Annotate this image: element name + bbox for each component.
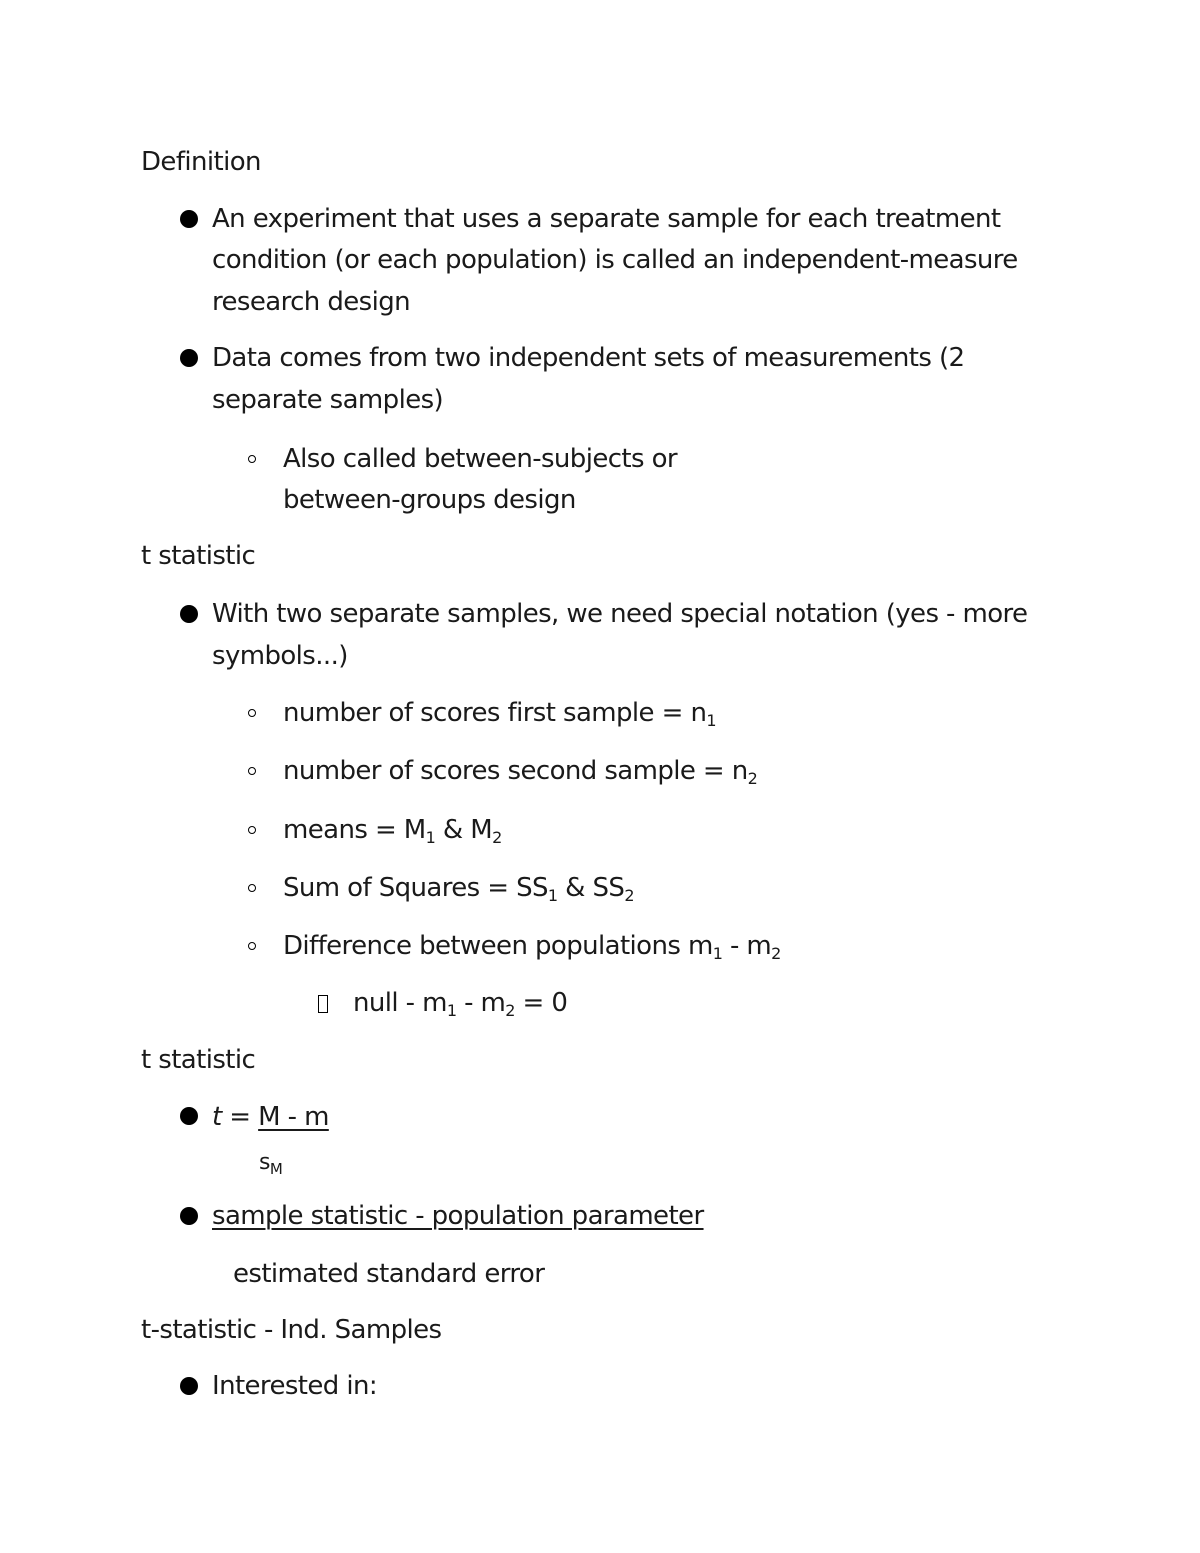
bullet-dot: [180, 605, 198, 623]
formula-word-numerator: sample statistic - population parameter: [212, 1201, 704, 1231]
sub-bullet-circle: [248, 884, 256, 892]
formula-t: t = M - m: [212, 1102, 329, 1132]
formula-word-denominator: estimated standard error: [233, 1259, 545, 1289]
notation-difference: Difference between populations $m_1 - m_2$: [283, 931, 781, 963]
formula-denominator: $s_M$: [259, 1150, 283, 1178]
notation-n2: number of scores second sample = $n_2$: [283, 756, 758, 788]
notation-null: null - $m_1 - m_2 = 0$: [353, 988, 568, 1020]
sub-bullet-circle: [248, 455, 256, 463]
sub-bullet-circle: [248, 942, 256, 950]
bullet-text: condition (or each population) is called an independent-measure: [212, 245, 1018, 275]
bullet-text: An experiment that uses a separate sample for each treatment: [212, 204, 1001, 234]
sub-bullet-circle: [248, 709, 256, 717]
bullet-text: symbols...): [212, 641, 348, 671]
bullet-dot: [180, 1107, 198, 1125]
bullet-text: Data comes from two independent sets of measurements (2: [212, 343, 965, 373]
bullet-dot: [180, 1207, 198, 1225]
bullet-text: separate samples): [212, 385, 444, 415]
bullet-dot: [180, 1377, 198, 1395]
bullet-text: With two separate samples, we need special notation (yes - more: [212, 599, 1028, 629]
sub-bullet-text: Also called between-subjects or: [283, 444, 678, 474]
bullet-text: Interested in:: [212, 1371, 378, 1401]
sub-bullet-circle: [248, 767, 256, 775]
heading-ind-samples: t-statistic - Ind. Samples: [141, 1315, 442, 1345]
bullet-dot: [180, 349, 198, 367]
sub-bullet-text: between-groups design: [283, 485, 576, 515]
sub-bullet-circle: [248, 826, 256, 834]
notation-means: means = $M_1$ & $M_2$: [283, 815, 502, 847]
heading-definition: Definition: [141, 147, 261, 177]
missing-glyph-box: [318, 995, 328, 1013]
bullet-text: research design: [212, 287, 410, 317]
notation-sum-of-squares: Sum of Squares = $SS_1$ & $SS_2$: [283, 873, 634, 905]
notation-n1: number of scores first sample = $n_1$: [283, 698, 716, 730]
heading-t-statistic: t statistic: [141, 1045, 256, 1075]
bullet-dot: [180, 210, 198, 228]
heading-t-statistic: t statistic: [141, 541, 256, 571]
